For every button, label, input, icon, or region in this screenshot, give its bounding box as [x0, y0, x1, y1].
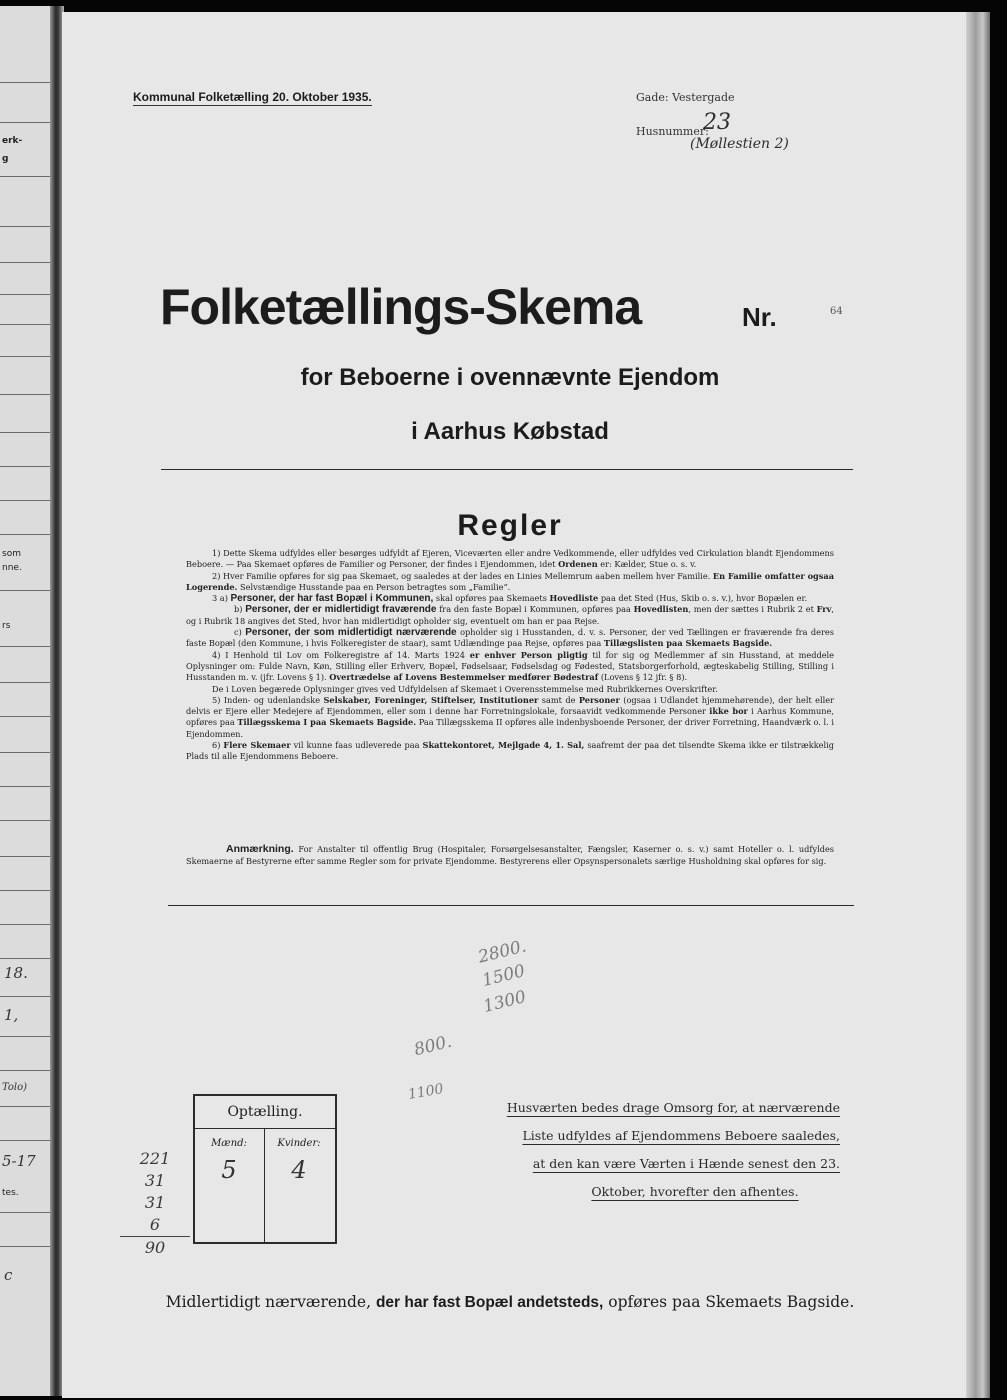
rule-5: 5) Inden- og udenlandske Selskaber, Foreninger, Stiftelser, Institutioner samt de Personer (ogsaa i Udlandet hjemmehørende), der helt eller delvis er Ejere eller Medejere af Ejendommen, eller som i denne har Forretningslokale, forsaavidt vedkommende Personer ikke bor i Aarhus Kommune, opføres paa Tillægsskema I paa Skemaets Bagside. Paa Tillægsskema II opføres alle indenbysboende Personer, der driver Forretning, Haandværk o. l. i Ejendommen.: [186, 694, 834, 739]
rule-3a: 3 a) Personer, der har fast Bopæl i Kommunen, skal opføres paa Skemaets Hovedliste paa det Sted (Hus, Skib o. s. v.), hvor Bopælen er.: [212, 593, 808, 605]
divider: [168, 905, 854, 906]
side-sums: [120, 1148, 190, 1259]
count-box: [193, 1094, 337, 1244]
left-page-fragment: g: [2, 154, 9, 164]
remark-label: Anmærkning.: [226, 843, 294, 855]
form-subtitle-city: i Aarhus Købstad: [411, 418, 609, 445]
form-title: Folketællings-Skema: [160, 279, 642, 335]
rule-2: 2) Hver Familie opføres for sig paa Skemaet, og saaledes at der lades en Linies Mellemrum aaben mellem hver Familie. En Familie omfatter ogsaa Logerende. Selvstændige Husstande paa en Person betragtes som „Familie“.: [186, 570, 834, 592]
left-page-fragment: erk-: [2, 136, 23, 146]
left-page-fragment: tes.: [2, 1188, 19, 1198]
census-date-header: Kommunal Folketælling 20. Oktober 1935.: [133, 90, 372, 104]
notice-line: Liste udfyldes af Ejendommens Beboere saaledes,: [522, 1128, 840, 1143]
sum-total: 90: [144, 1238, 166, 1257]
form-subtitle: for Beboerne i ovennævnte Ejendom: [300, 364, 720, 391]
men-count: 5: [221, 1156, 237, 1184]
rule-1: 1) Dette Skema udfyldes eller besørges udfyldt af Ejeren, Viceværten eller andre Vedkommende, eller udfyldes ved Cirkulation blandt Ejendommens Beboere. — Paa Skemaet opføres de Familier og Personer, der findes i Ejendommen, idet Ordenen er: Kælder, Stue o. s. v.: [186, 548, 834, 570]
footer-note: Midlertidigt nærværende, der har fast Bopæl andetsteds, opføres paa Skemaets Bagside.: [165, 1293, 855, 1311]
men-label: Mænd:: [211, 1138, 247, 1149]
pencil-note: 1300: [481, 987, 529, 1017]
notice-line: Husværten bedes drage Omsorg for, at nærværende: [506, 1100, 840, 1115]
form-number-value: 64: [830, 306, 843, 317]
left-page-fragment: rs: [2, 621, 11, 631]
notice-line: Oktober, hvorefter den afhentes.: [591, 1184, 799, 1199]
left-page-handwriting: 5-17: [2, 1152, 36, 1170]
rule-3c: c) Personer, der som midlertidigt nærværende opholder sig i Husstanden, d. v. s. Personer, der ved Tællingen er fraværende fra deres faste Bopæl (den Kommune, i hvis Folkeregister de staar), samt Udlændinge paa Rejse, opføres paa Tillægslisten paa Skemaets Bagside.: [186, 627, 834, 649]
pencil-note: 2800.: [476, 936, 529, 968]
left-page-fragment: nne.: [2, 563, 22, 573]
sum-value: 31: [144, 1193, 166, 1212]
landlord-notice: [490, 1094, 840, 1206]
left-page-handwriting: 18.: [4, 964, 28, 982]
rule-3b: b) Personer, der er midlertidigt fraværende fra den faste Bopæl i Kommunen, opføres paa Hovedlisten, men der sættes i Rubrik 2 et Frv, og i Rubrik 18 angives det Sted, hvor han midlertidigt opholder sig, eventuelt om han er paa Rejse.: [186, 604, 834, 626]
rules-text: [186, 548, 834, 763]
notice-line: at den kan være Værten i Hænde senest den 23.: [532, 1156, 840, 1171]
left-page-handwriting: c: [4, 1266, 13, 1284]
house-number-value: 23: [703, 110, 731, 135]
rule-6: 6) Flere Skemaer vil kunne faas udleverede paa Skattekontoret, Mejlgade 4, 1. Sal, saafremt der paa det tilsendte Skema ikke er tilstrækkelig Plads til alle Ejendommens Beboere.: [186, 740, 834, 762]
count-box-title: Optælling.: [227, 1104, 303, 1120]
remark-text: Anmærkning. For Anstalter til offentlig Brug (Hospitaler, Forsørgelsesanstalter, Fængsler, Kaserner o. s. v.) samt Hoteller o. l. udfyldes Skemaerne af Bestyrerne efter samme Regler som for private Ejendomme. Bestyrerens eller Opsynspersonalets særlige Husholdning skal opføres for sig.: [186, 843, 834, 866]
rule-4: 4) I Henhold til Lov om Folkeregistre af 14. Marts 1924 er enhver Person pligtig til for sig og Medlemmer af sin Husstand, at meddele Oplysninger om: Fulde Navn, Køn, Stilling eller Erhverv, Bopæl, Fødselsaar, Fødselsdag og Fødested, Statsborgerforhold, ægteskabelig Stilling, Stilling i Husstanden m. v. (jfr. Lovens § 1). Overtrædelse af Lovens Bestemmelser medfører Bødestraf (Lovens § 12 jfr. § 8).: [186, 649, 835, 683]
left-page-handwriting: 1,: [4, 1006, 19, 1024]
left-page-edge: [0, 6, 50, 1396]
form-number-label: Nr.: [742, 302, 777, 332]
rules-heading: Regler: [457, 509, 563, 542]
pencil-note: 1500: [480, 961, 528, 991]
sum-value: 31: [144, 1171, 166, 1190]
left-page-handwriting: Tolo): [2, 1082, 28, 1093]
house-number-note: (Møllestien 2): [690, 136, 789, 152]
rule-4b: De i Loven begærede Oplysninger gives ved Udfyldelsen af Skemaet i Overensstemmelse med Rubrikkernes Overskrifter.: [212, 683, 718, 694]
divider: [161, 469, 853, 470]
page-stack-edge: [966, 12, 990, 1398]
pencil-note: 800.: [412, 1031, 454, 1061]
women-label: Kvinder:: [277, 1138, 321, 1149]
street-label: Gade: Vestergade: [636, 91, 735, 104]
house-number-label: Husnummer:: [636, 125, 709, 138]
pencil-note: 1100: [406, 1081, 445, 1103]
sum-value: 6: [120, 1214, 190, 1237]
left-page-fragment: som: [2, 549, 21, 559]
women-count: 4: [291, 1156, 307, 1184]
sum-value: 221: [139, 1149, 171, 1168]
